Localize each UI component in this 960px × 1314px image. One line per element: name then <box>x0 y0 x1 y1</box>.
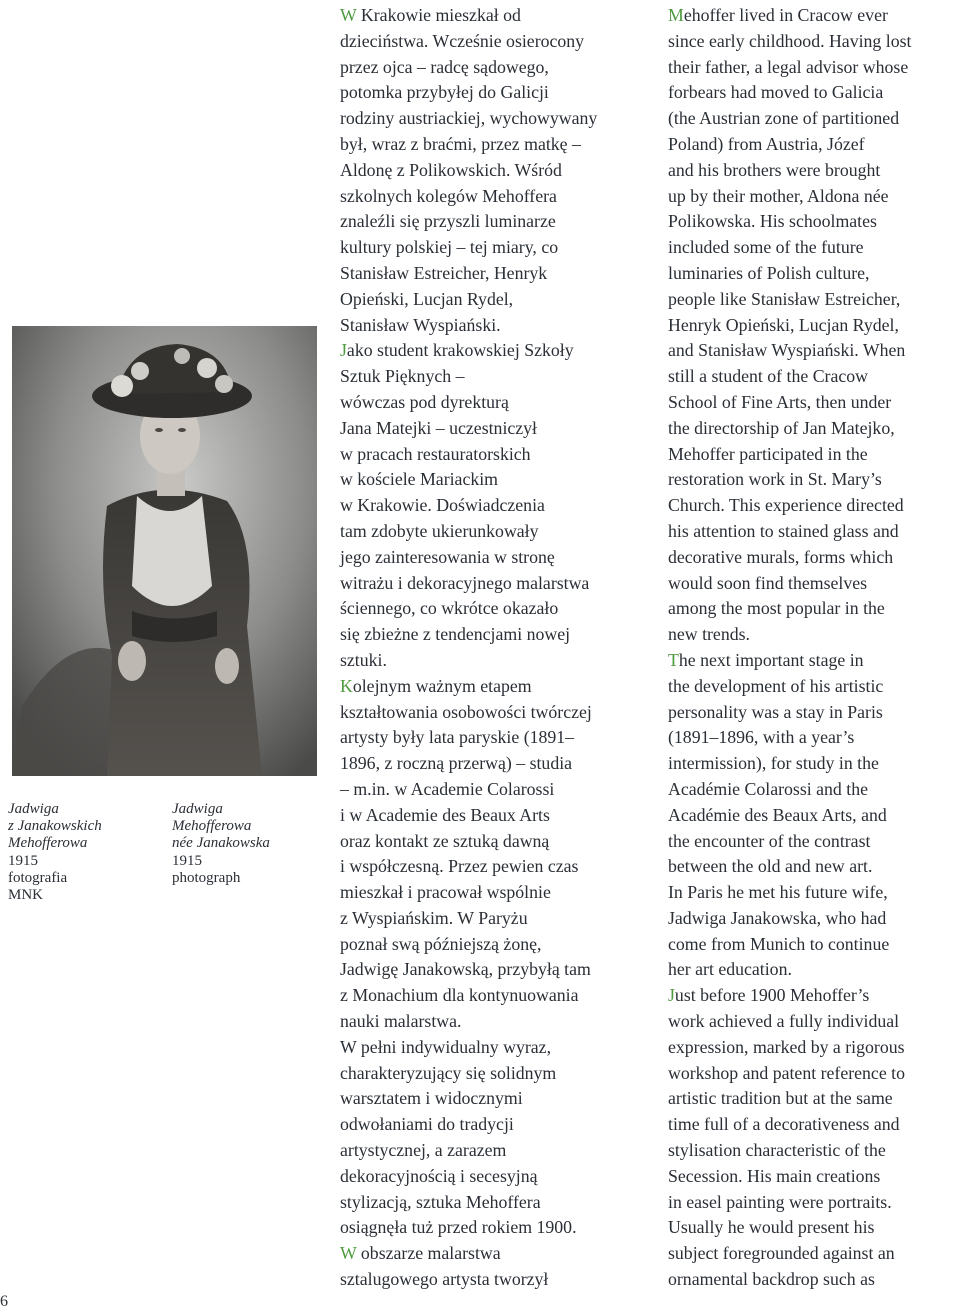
text-line: and Stanisław Wyspiański. When <box>668 340 906 361</box>
text-line: osiągnęła tuż przed rokiem 1900. <box>340 1217 577 1238</box>
text-line <box>340 1241 640 1267</box>
text-line: witrażu i dekoracyjnego malarstwa <box>340 572 590 593</box>
text-line: forbears had moved to Galicia <box>668 82 884 103</box>
caption-type: photograph <box>172 869 241 886</box>
text-line <box>668 983 958 1009</box>
text-line: their father, a legal advisor whose <box>668 56 909 77</box>
caption-english <box>172 801 322 887</box>
text-line: subject foregrounded against an <box>668 1243 895 1264</box>
text-line: artistic tradition but at the same <box>668 1088 893 1109</box>
text-line <box>668 648 958 674</box>
text-line: dzieciństwa. Wcześnie osierocony <box>340 30 585 51</box>
text-line: Académie Colarossi and the <box>668 778 868 799</box>
text-line: stylisation characteristic of the <box>668 1140 886 1161</box>
text-line: Secession. His main creations <box>668 1165 881 1186</box>
paragraph-initial: J <box>340 340 347 361</box>
polish-text-column <box>340 3 640 1293</box>
text-line: wówczas pod dyrekturą <box>340 391 509 412</box>
text-line: Mehoffer participated in the <box>668 443 868 464</box>
text-line: poznał swą późniejszą żonę, <box>340 933 542 954</box>
text-line: Jadwiga Janakowska, who had <box>668 907 887 928</box>
text-line: sztalugowego artysta tworzył <box>340 1269 549 1290</box>
text-line: In Paris he met his future wife, <box>668 882 888 903</box>
text-line: included some of the future <box>668 237 864 258</box>
text-line: i w Academie des Beaux Arts <box>340 804 550 825</box>
text-line: tam zdobyte ukierunkowały <box>340 520 539 541</box>
text-line: the directorship of Jan Matejko, <box>668 417 895 438</box>
text-line: nauki malarstwa. <box>340 1011 462 1032</box>
page-number: 6 <box>0 1293 8 1310</box>
hat-flower <box>197 358 217 378</box>
caption-year: 1915 <box>8 852 38 869</box>
text-line: among the most popular in the <box>668 598 885 619</box>
text-line: sztuki. <box>340 649 387 670</box>
text-line: Jana Matejki – uczestniczył <box>340 417 538 438</box>
text-line: 1896, z roczną przerwą) – studia <box>340 753 573 774</box>
text-line: stylizacją, sztuka Mehoffera <box>340 1191 541 1212</box>
paragraph-text: he next important stage in <box>678 649 864 670</box>
paragraph-initial: M <box>668 5 684 25</box>
text-line: (1891–1896, with a year’s <box>668 727 855 748</box>
text-line: się zbieżne z tendencjami nowej <box>340 624 571 645</box>
text-line: Polikowska. His schoolmates <box>668 211 877 232</box>
hat-flower <box>131 362 149 380</box>
hat-flower <box>215 375 233 393</box>
text-line: Aldonę z Polikowskich. Wśród <box>340 159 562 180</box>
paragraph-initial: W <box>340 5 357 25</box>
text-line: School of Fine Arts, then under <box>668 391 892 412</box>
text-line: workshop and patent reference to <box>668 1062 905 1083</box>
caption-name-line: née Janakowska <box>172 835 270 852</box>
text-line: since early childhood. Having lost <box>668 30 912 51</box>
text-line: Opieński, Lucjan Rydel, <box>340 288 514 309</box>
text-line: personality was a stay in Paris <box>668 701 883 722</box>
text-line: warsztatem i widocznymi <box>340 1088 523 1109</box>
text-line: Sztuk Pięknych – <box>340 366 465 387</box>
paragraph-text: ako student krakowskiej Szkoły <box>346 340 574 361</box>
paragraph-text: obszarze malarstwa <box>356 1243 501 1264</box>
text-line: charakteryzujący się solidnym <box>340 1062 557 1083</box>
right-hand <box>215 648 239 684</box>
text-line: decorative murals, forms which <box>668 546 894 567</box>
text-line <box>340 3 640 29</box>
text-line: kultury polskiej – tej miary, co <box>340 237 559 258</box>
caption-polish <box>8 801 158 904</box>
text-line: dekoracyjnością i secesyjną <box>340 1165 538 1186</box>
text-line: kształtowania osobowości twórczej <box>340 701 592 722</box>
lace-bodice <box>132 496 212 606</box>
text-line: znaleźli się przyszli luminarze <box>340 211 556 232</box>
hat-flower <box>174 348 190 364</box>
text-line: z Monachium dla kontynuowania <box>340 985 579 1006</box>
text-line: Usually he would present his <box>668 1217 875 1238</box>
paragraph-initial: K <box>340 675 353 696</box>
paragraph-initial: J <box>668 985 675 1006</box>
left-hand <box>118 641 146 681</box>
text-line: artysty były lata paryskie (1891– <box>340 727 575 748</box>
text-line: w Krakowie. Doświadczenia <box>340 495 545 516</box>
text-line: expression, marked by a rigorous <box>668 1036 905 1057</box>
paragraph-text: ehoffer lived in Cracow ever <box>683 5 888 25</box>
text-line: szkolnych kolegów Mehoffera <box>340 185 557 206</box>
text-line: odwołaniami do tradycji <box>340 1114 514 1135</box>
text-line <box>340 674 640 700</box>
text-line: oraz kontakt ze sztuką dawną <box>340 830 550 851</box>
text-line: Stanisław Wyspiański. <box>340 314 501 335</box>
hat-flower <box>111 375 133 397</box>
text-line: – m.in. w Academie Colarossi <box>340 778 555 799</box>
paragraph-text: Krakowie mieszkał od <box>356 5 521 25</box>
text-line: and his brothers were brought <box>668 159 881 180</box>
text-line: ściennego, co wkrótce okazało <box>340 598 559 619</box>
text-line: mieszkał i pracował wspólnie <box>340 882 551 903</box>
text-line: the encounter of the contrast <box>668 830 871 851</box>
text-line: the development of his artistic <box>668 675 884 696</box>
text-line: new trends. <box>668 624 750 645</box>
text-line: Henryk Opieński, Lucjan Rydel, <box>668 314 899 335</box>
text-line: potomka przybyłej do Galicji <box>340 82 549 103</box>
text-line: w kościele Mariackim <box>340 469 498 490</box>
text-line: come from Munich to continue <box>668 933 890 954</box>
text-line: z Wyspiańskim. W Paryżu <box>340 907 528 928</box>
caption-type: fotografia <box>8 869 68 886</box>
caption-name-line: Jadwiga <box>8 801 59 817</box>
text-line: artystycznej, a zarazem <box>340 1140 507 1161</box>
text-line: time full of a decorativeness and <box>668 1114 900 1135</box>
caption-name-line: z Janakowskich <box>8 818 102 835</box>
paragraph-text: ust before 1900 Mehoffer’s <box>674 985 870 1006</box>
text-line <box>668 3 958 29</box>
text-line: ornamental backdrop such as <box>668 1269 875 1290</box>
text-line: between the old and new art. <box>668 856 873 877</box>
text-line: in easel painting were portraits. <box>668 1191 892 1212</box>
text-line: her art education. <box>668 959 792 980</box>
text-line: Académie des Beaux Arts, and <box>668 804 887 825</box>
caption-source: MNK <box>8 887 44 904</box>
caption-name-line: Mehofferowa <box>8 835 88 852</box>
text-line: (the Austrian zone of partitioned <box>668 108 900 129</box>
caption-year: 1915 <box>172 852 202 869</box>
text-line: his attention to stained glass and <box>668 520 899 541</box>
text-line: przez ojca – radcę sądowego, <box>340 56 549 77</box>
paragraph-text: olejnym ważnym etapem <box>352 675 532 696</box>
portrait-photograph <box>12 326 317 776</box>
text-line: w pracach restauratorskich <box>340 443 531 464</box>
text-line: still a student of the Cracow <box>668 366 868 387</box>
text-line: luminaries of Polish culture, <box>668 262 870 283</box>
caption-name-line: Jadwiga <box>172 801 223 817</box>
text-line: would soon find themselves <box>668 572 868 593</box>
text-line: work achieved a fully individual <box>668 1011 900 1032</box>
caption-name-line: Mehofferowa <box>172 818 252 835</box>
text-line: Church. This experience directed <box>668 495 904 516</box>
text-line: jego zainteresowania w stronę <box>340 546 555 567</box>
text-line: Stanisław Estreicher, Henryk <box>340 262 548 283</box>
text-line: W pełni indywidualny wyraz, <box>340 1036 552 1057</box>
text-line: rodziny austriackiej, wychowywany <box>340 108 598 129</box>
text-line <box>340 338 640 364</box>
text-line: up by their mother, Aldona née <box>668 185 889 206</box>
text-line: Jadwigę Janakowską, przybyłą tam <box>340 959 591 980</box>
paragraph-initial: W <box>340 1243 357 1264</box>
english-text-column <box>668 3 958 1293</box>
paragraph-initial: T <box>668 649 679 670</box>
text-line: restoration work in St. Mary’s <box>668 469 882 490</box>
text-line: i współczesną. Przez pewien czas <box>340 856 579 877</box>
text-line: Poland) from Austria, Józef <box>668 133 865 154</box>
text-line: był, wraz z braćmi, przez matkę – <box>340 133 581 154</box>
text-line: people like Stanisław Estreicher, <box>668 288 901 309</box>
text-line: intermission), for study in the <box>668 753 879 774</box>
